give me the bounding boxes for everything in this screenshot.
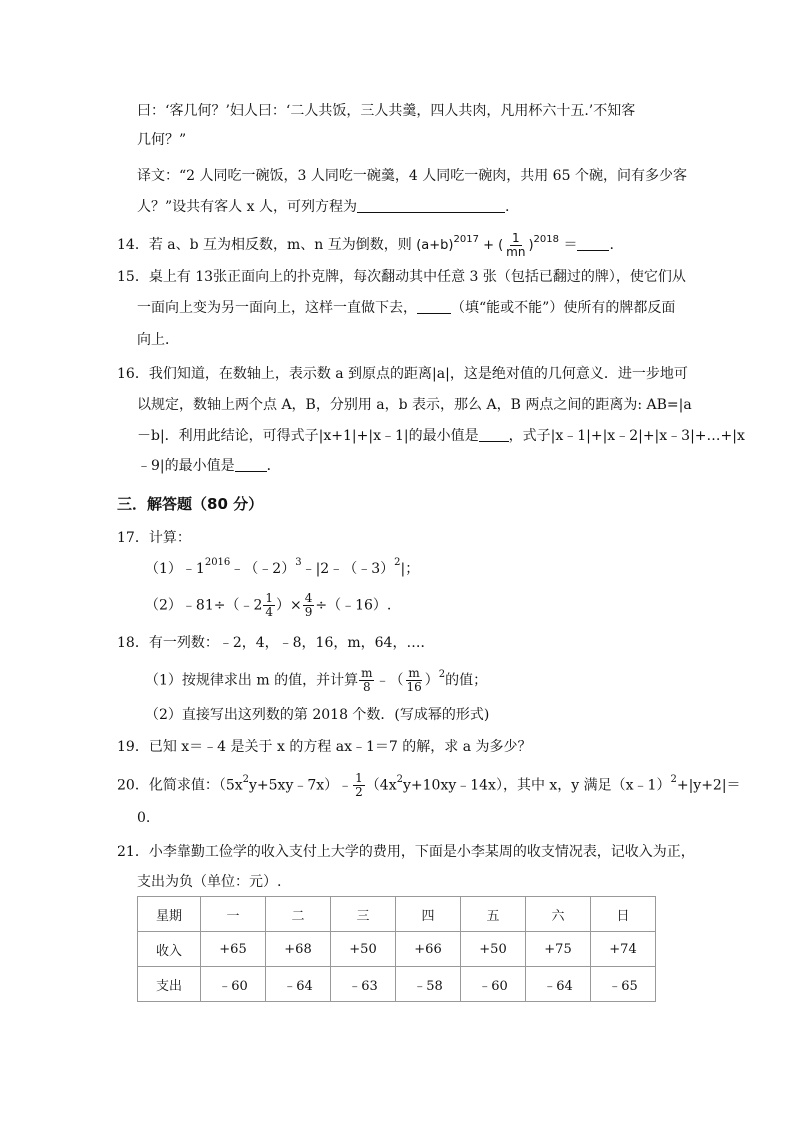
section-heading: 三．解答题（80 分） — [117, 495, 264, 513]
table-cell: +68 — [266, 932, 331, 967]
table-cell: ﹣65 — [591, 967, 656, 1002]
p21-line2: 支出为负（单位：元）. — [137, 874, 282, 890]
p15-line2b: （填“能或不能”）使所有的牌都反面 — [451, 300, 676, 316]
p17-q2b: ）× — [276, 597, 302, 614]
p17-q1c: ﹣|2﹣（﹣3） — [301, 561, 395, 577]
table-cell: 六 — [526, 897, 591, 932]
answer-blank[interactable] — [235, 457, 267, 472]
p20-e1: 2 — [242, 773, 249, 785]
p16-line4 — [137, 456, 281, 476]
table-row — [138, 967, 656, 1002]
table-cell: 日 — [591, 897, 656, 932]
table-cell: ﹣64 — [526, 967, 591, 1002]
answer-blank[interactable] — [479, 427, 509, 442]
p14 — [117, 232, 614, 259]
table-row — [138, 932, 656, 967]
p20-e3: 2 — [670, 773, 677, 785]
p13-line3: 译文：“2 人同吃一碗饭，3 人同吃一碗羹，4 人同吃一碗肉，共用 65 个碗，问有多少客 — [137, 168, 687, 184]
p14-end: . — [609, 237, 614, 253]
p16-line4a: ﹣9|的最小值是 — [137, 458, 235, 474]
table-cell: 二 — [266, 897, 331, 932]
p15-line2a: 一面向上变为另一面向上，这样一直做下去， — [137, 300, 417, 316]
fraction: $\frac{1}{4}$ — [265, 591, 273, 619]
p13-line2: 几何？” — [137, 132, 187, 148]
answer-blank[interactable] — [577, 236, 609, 251]
table-cell: +65 — [201, 932, 266, 967]
p14-exp1: 2017 — [453, 233, 479, 245]
p13-line4: 人？”设共有客人 x 人，可列方程为 . — [137, 199, 510, 215]
table-row — [138, 897, 656, 932]
p16-line3 — [137, 426, 745, 446]
p16-line4b: ． — [266, 458, 281, 474]
p17-q1 — [145, 559, 419, 579]
p18-q1d: 的值； — [445, 672, 488, 689]
p18-q1 — [145, 667, 487, 694]
p18-q1exp: 2 — [438, 668, 446, 680]
table-cell: ﹣64 — [266, 967, 331, 1002]
p18-title: 18．有一列数：﹣2，4，﹣8，16，m，64，…． — [117, 635, 435, 651]
table-cell: 四 — [396, 897, 461, 932]
table-cell: 星期 — [138, 897, 201, 932]
table-cell: 收入 — [138, 932, 201, 967]
p20-line1 — [117, 772, 741, 799]
p15-line3: 向上． — [137, 332, 179, 348]
answer-blank[interactable] — [357, 198, 505, 213]
p17-title: 17．计算： — [117, 530, 191, 546]
fraction: $\frac{1}{2}$ — [355, 771, 363, 799]
table-cell: +50 — [331, 932, 396, 967]
table-cell: +74 — [591, 932, 656, 967]
p20-a: 20．化简求值：（5x — [117, 777, 243, 794]
p13-line4-text: 人？”设共有客人 x 人，可列方程为 — [137, 199, 357, 215]
p16-line1: 16．我们知道，在数轴上，表示数 a 到原点的距离|a|，这是绝对值的几何意义．进一步地可 — [117, 366, 688, 382]
table-cell: ﹣63 — [331, 967, 396, 1002]
fraction: $\frac{4}{9}$ — [304, 591, 313, 619]
p18-q1a: （1）按规律求出 m 的值，并计算 — [145, 672, 359, 689]
p20-c: （4x — [365, 777, 397, 794]
p14-suffix: ＝ — [563, 237, 578, 253]
p18-q2: （2）直接写出这列数的第 2018 个数．(写成幂的形式) — [145, 707, 490, 723]
income-expense-table — [137, 896, 656, 1002]
p17-q2c: ÷（﹣16）. — [315, 597, 392, 614]
table-cell: 三 — [331, 897, 396, 932]
p20-b: y+5xy﹣7x）﹣ — [249, 777, 353, 794]
p20-line2: 0. — [137, 810, 151, 826]
p16-line2: 以规定，数轴上两个点 A，B，分别用 a，b 表示，那么 A，B 两点之间的距离为: AB=|a — [137, 397, 692, 413]
p13-line1: 曰：‘客几何？’妇人曰：‘二人共饭，三人共羹，四人共肉，凡用杯六十五.’不知客 — [137, 103, 636, 119]
p14-exp2: 2018 — [533, 233, 559, 245]
p16-line3b: ，式子|x﹣1|+|x﹣2|+|x﹣3|+…+|x — [508, 428, 745, 444]
p16-line3a: －b|．利用此结论，可得式子|x+1|+|x﹣1|的最小值是 — [137, 428, 479, 444]
p17-q1exp3: 2 — [394, 557, 401, 569]
p17-q2a: （2）﹣81÷（﹣2 — [145, 597, 263, 614]
p17-q1a: （1）﹣1 — [145, 561, 205, 577]
table-cell: 一 — [201, 897, 266, 932]
p19: 19．已知 x＝﹣4 是关于 x 的方程 ax﹣1＝7 的解，求 a 为多少？ — [117, 739, 532, 755]
p18-q1c: ） — [424, 672, 439, 689]
answer-blank[interactable] — [417, 299, 451, 314]
table-cell: +75 — [526, 932, 591, 967]
table-cell: 支出 — [138, 967, 201, 1002]
table-cell: ﹣60 — [461, 967, 526, 1002]
p17-q1d: |； — [400, 561, 420, 577]
fraction: $\frac{m}{8}$ — [361, 666, 373, 694]
table-cell: ﹣58 — [396, 967, 461, 1002]
p20-e: +|y+2|＝ — [676, 777, 741, 794]
p14-expr: $(a+b)^{2017}$ + ( $\frac{1}{mn}$ )$^{2018}$ — [416, 231, 559, 259]
p20-d: y+10xy﹣14x），其中 x，y 满足（x﹣1） — [402, 777, 671, 794]
table-cell: ﹣60 — [201, 967, 266, 1002]
p15-line2 — [137, 298, 675, 318]
p17-q1exp: 2016 — [204, 557, 231, 569]
p17-q1exp2: 3 — [295, 557, 302, 569]
p20-e2: 2 — [396, 773, 403, 785]
p17-q1b: ﹣（﹣2） — [230, 561, 296, 577]
p14-text: 14．若 a、b 互为相反数，m、n 互为倒数，则 — [117, 237, 412, 253]
p18-q1b: ﹣（ — [375, 672, 404, 689]
p15-line1: 15．桌上有 13张正面向上的扑克牌，每次翻动其中任意 3 张（包括已翻过的牌），使它们从 — [117, 269, 686, 285]
p17-q2 — [145, 592, 391, 619]
table-cell: +66 — [396, 932, 461, 967]
p21-line1: 21．小李靠勤工俭学的收入支付上大学的费用，下面是小李某周的收支情况表，记收入为正， — [117, 844, 695, 860]
table-cell: 五 — [461, 897, 526, 932]
table-cell: +50 — [461, 932, 526, 967]
fraction: $\frac{m}{16}$ — [406, 666, 422, 694]
